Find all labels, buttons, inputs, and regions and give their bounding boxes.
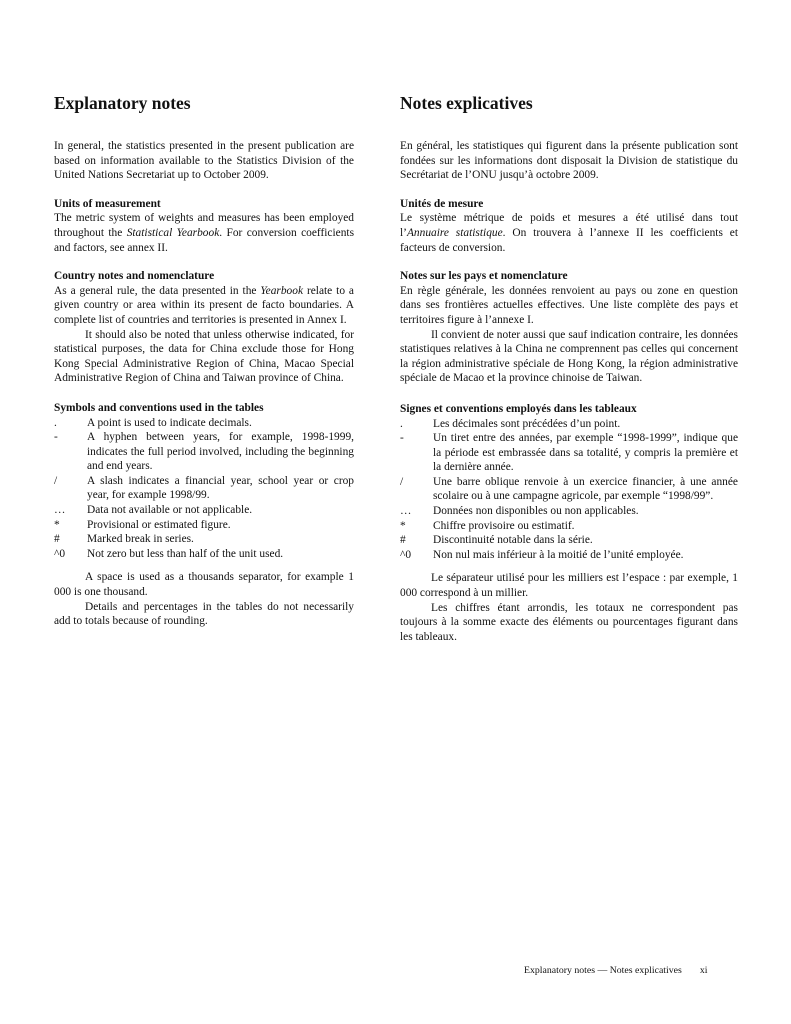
symbol-row bbox=[54, 474, 354, 503]
symbol-row bbox=[400, 519, 738, 534]
rounding-paragraph-fr: Les chiffres étant arrondis, les totaux ne correspondent pas toujours à la somme exacte des éléments ou pourcentages figurant dans les tableaux. bbox=[400, 601, 738, 643]
symbols-heading-en: Symbols and conventions used in the tables bbox=[54, 401, 264, 414]
symbol-description: A point is used to indicate decimals. bbox=[87, 416, 252, 429]
intro-paragraph-en: In general, the statistics presented in the present publication are based on information available to the Statistics Division of the United Nations Secretariat up to October 2009. bbox=[54, 140, 354, 182]
symbols-section-en bbox=[54, 401, 354, 629]
units-section-fr bbox=[400, 197, 738, 255]
country-heading-fr: Notes sur les pays et nomenclature bbox=[400, 270, 568, 283]
symbol-row bbox=[400, 417, 738, 432]
separator-paragraph-fr: Le séparateur utilisé pour les milliers est l’espace : par exemple, 1 000 correspond à un millier. bbox=[400, 572, 738, 600]
english-column bbox=[54, 92, 354, 629]
symbol-row bbox=[54, 503, 354, 518]
symbol-mark: … bbox=[54, 504, 66, 517]
country-paragraph2-fr: Il convient de noter aussi que sauf indication contraire, les données statistiques relatives à la China ne comprennent pas celles qui concernent la région administrative spéciale de Hong Kong, la région administrative spéciale de Macao et la province chinoise de Taiwan. bbox=[400, 328, 738, 385]
country-section-en bbox=[54, 269, 354, 386]
symbol-description: Discontinuité notable dans la série. bbox=[433, 534, 593, 547]
symbols-list-en bbox=[54, 416, 354, 562]
page-title-fr: Notes explicatives bbox=[400, 93, 533, 113]
symbol-row bbox=[400, 533, 738, 548]
symbol-description: Chiffre provisoire ou estimatif. bbox=[433, 519, 575, 532]
country-paragraph-en: As a general rule, the data presented in the Yearbook relate to a given country or area within its present de facto boundaries. A complete list of countries and territories is presented in Annex I. bbox=[54, 284, 354, 326]
symbol-mark: . bbox=[400, 417, 403, 430]
symbol-mark: * bbox=[400, 519, 406, 532]
symbol-description: Marked break in series. bbox=[87, 533, 194, 546]
separator-paragraph-en: A space is used as a thousands separator, for example 1 000 is one thousand. bbox=[54, 571, 354, 599]
rounding-paragraph-en: Details and percentages in the tables do not necessarily add to totals because of rounding. bbox=[54, 600, 354, 628]
symbol-description: A hyphen between years, for example, 1998-1999, indicates the full period involved, including the beginning and end years. bbox=[87, 431, 354, 473]
country-section-fr bbox=[400, 269, 738, 386]
symbol-row bbox=[54, 430, 354, 474]
country-paragraph2-en: It should also be noted that unless otherwise indicated, for statistical purposes, the data for China exclude those for Hong Kong Special Administrative Region of China, Macao Special Administrative Region of China and Taiwan province of China. bbox=[54, 328, 354, 385]
page-footer bbox=[524, 965, 707, 977]
intro-paragraph-fr: En général, les statistiques qui figurent dans la présente publication sont fondées sur les informations dont disposait la Division de statistique du Secrétariat de l’ONU jusqu’à octobre 2009. bbox=[400, 140, 738, 182]
units-heading-fr: Unités de mesure bbox=[400, 197, 484, 210]
symbol-mark: # bbox=[54, 533, 60, 546]
units-paragraph-fr: Le système métrique de poids et mesures a été utilisé dans tout l’Annuaire statistique. On trouvera à l’annexe II les coefficients et facteurs de conversion. bbox=[400, 212, 738, 254]
units-heading-en: Units of measurement bbox=[54, 197, 161, 210]
symbol-description: Not zero but less than half of the unit used. bbox=[87, 547, 284, 560]
symbol-row bbox=[400, 431, 738, 475]
symbol-mark: … bbox=[400, 505, 412, 518]
symbol-mark: / bbox=[400, 475, 404, 488]
symbol-mark: / bbox=[54, 474, 58, 487]
symbol-row bbox=[400, 504, 738, 519]
symbol-description: Non nul mais inférieur à la moitié de l’unité employée. bbox=[433, 548, 684, 561]
symbols-list-fr bbox=[400, 417, 738, 563]
symbol-row bbox=[54, 547, 354, 562]
symbol-mark: - bbox=[54, 431, 58, 444]
symbol-mark: ^0 bbox=[400, 548, 412, 561]
country-heading-en: Country notes and nomenclature bbox=[54, 270, 215, 283]
page-title-en: Explanatory notes bbox=[54, 93, 191, 113]
units-section-en bbox=[54, 197, 354, 255]
symbol-mark: * bbox=[54, 518, 60, 531]
symbol-description: Provisional or estimated figure. bbox=[87, 518, 231, 531]
symbol-mark: # bbox=[400, 534, 406, 547]
symbols-heading-fr: Signes et conventions employés dans les tableaux bbox=[400, 402, 637, 415]
symbol-row bbox=[54, 532, 354, 547]
symbol-description: Les décimales sont précédées d’un point. bbox=[433, 417, 621, 430]
symbol-description: Un tiret entre des années, par exemple “1998-1999”, indique que la période est embrassée dans sa totalité, y compris la première et la dernière année. bbox=[433, 432, 738, 474]
symbol-mark: - bbox=[400, 432, 404, 445]
symbol-description: Data not available or not applicable. bbox=[87, 504, 253, 517]
symbol-row bbox=[400, 548, 738, 563]
footer-title: Explanatory notes — Notes explicatives bbox=[524, 965, 682, 976]
french-column bbox=[400, 92, 738, 644]
units-paragraph-en: The metric system of weights and measures has been employed throughout the Statistical Yearbook. For conversion coefficients and factors, see annex II. bbox=[54, 212, 354, 254]
symbol-description: A slash indicates a financial year, school year or crop year, for example 1998/99. bbox=[87, 474, 354, 502]
symbol-description: Données non disponibles ou non applicables. bbox=[433, 505, 639, 518]
symbols-section-fr bbox=[400, 402, 738, 645]
symbol-mark: ^0 bbox=[54, 547, 66, 560]
symbol-row bbox=[54, 518, 354, 533]
symbol-mark: . bbox=[54, 416, 57, 429]
symbol-row bbox=[54, 416, 354, 431]
symbol-description: Une barre oblique renvoie à un exercice financier, à une année scolaire ou à une campagne agricole, par exemple “1998/99”. bbox=[433, 475, 738, 503]
page-number: xi bbox=[699, 965, 708, 976]
symbol-row bbox=[400, 475, 738, 504]
country-paragraph-fr: En règle générale, les données renvoient au pays ou zone en question dans ses frontières actuelles effectives. Une liste complète des pays et territoires figure à l’annexe I. bbox=[400, 284, 738, 326]
